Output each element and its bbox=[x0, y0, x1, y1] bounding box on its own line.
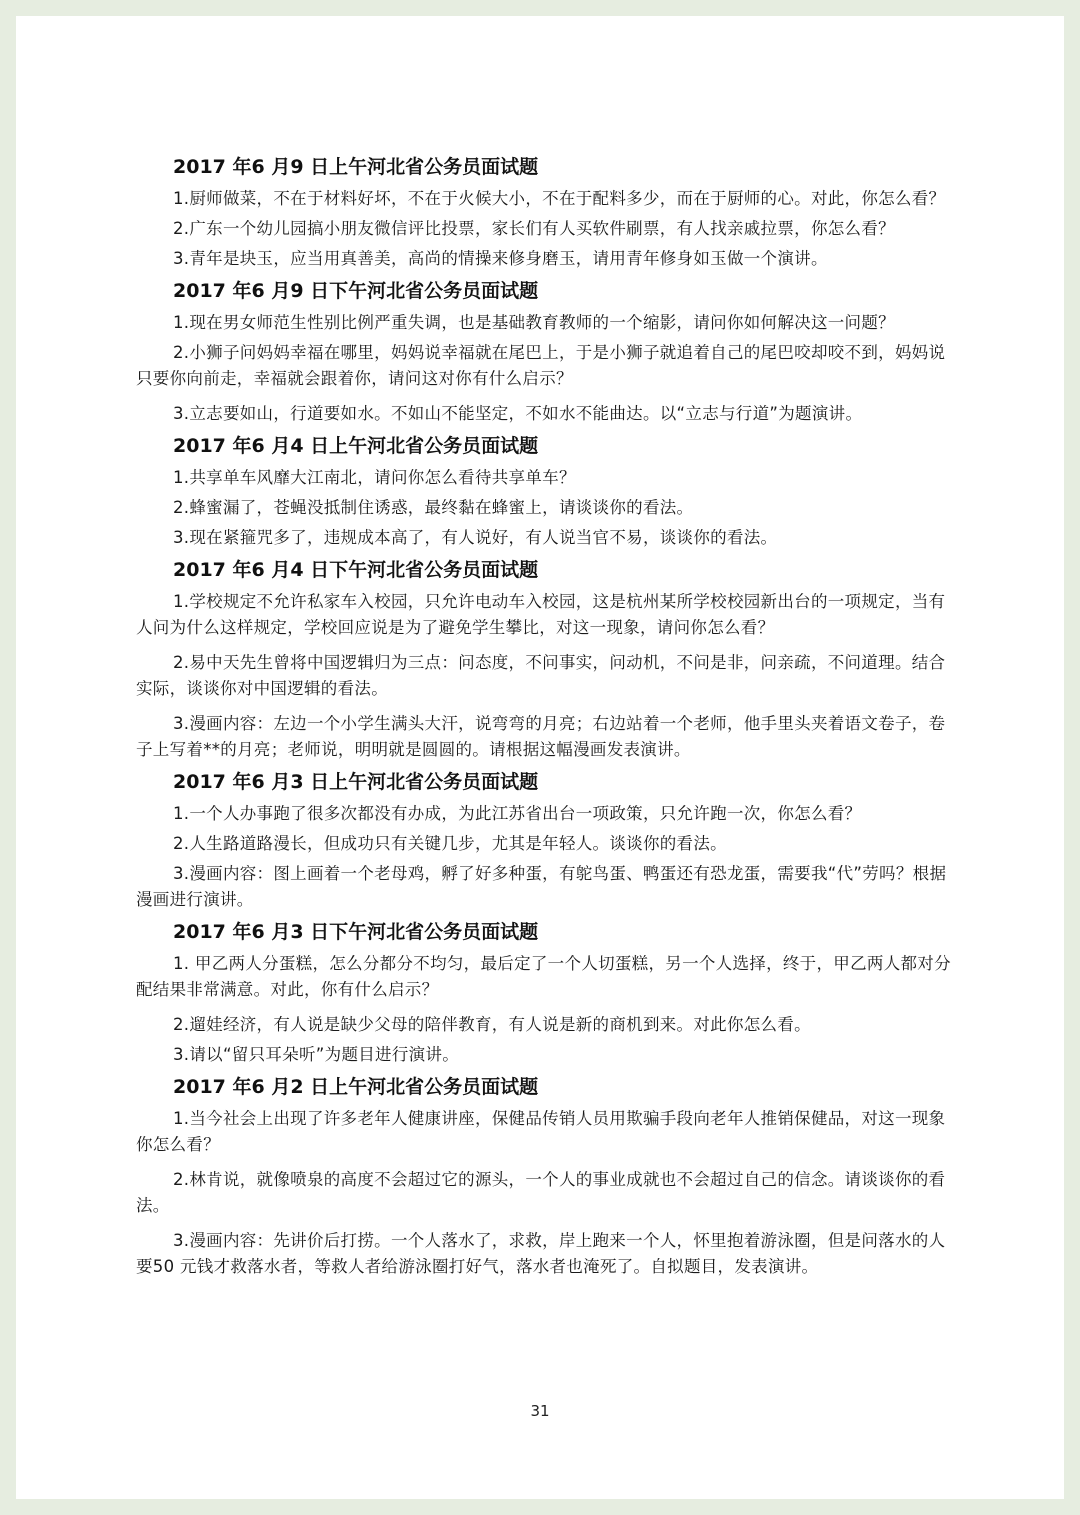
section-heading: 2017 年6 月2 日上午河北省公务员面试题 bbox=[173, 1076, 539, 1098]
question: 1.当今社会上出现了许多老年人健康讲座，保健品传销人员用欺骗手段向老年人推销保健品，对这一现象你怎么看？ bbox=[136, 1109, 946, 1154]
section-heading: 2017 年6 月4 日上午河北省公务员面试题 bbox=[173, 435, 539, 457]
question: 1.一个人办事跑了很多次都没有办成，为此江苏省出台一项政策，只允许跑一次，你怎么看？ bbox=[173, 804, 862, 823]
question: 1.现在男女师范生性别比例严重失调，也是基础教育教师的一个缩影，请问你如何解决这一问题？ bbox=[173, 313, 895, 332]
exam-section-5 bbox=[136, 769, 956, 913]
question: 3.立志要如山，行道要如水。不如山不能坚定，不如水不能曲达。以“立志与行道”为题演讲。 bbox=[173, 404, 863, 423]
question: 2.林肯说，就像喷泉的高度不会超过它的源头，一个人的事业成就也不会超过自己的信念。请谈谈你的看法。 bbox=[136, 1170, 946, 1215]
question: 2.人生路道路漫长，但成功只有关键几步，尤其是年轻人。谈谈你的看法。 bbox=[173, 834, 727, 853]
page-number: 31 bbox=[530, 1402, 550, 1420]
document-page bbox=[16, 16, 1064, 1499]
exam-section-3 bbox=[136, 433, 956, 551]
section-heading: 2017 年6 月3 日下午河北省公务员面试题 bbox=[173, 921, 539, 943]
exam-section-7 bbox=[136, 1074, 956, 1280]
question: 3.漫画内容：左边一个小学生满头大汗，说弯弯的月亮；右边站着一个老师，他手里头夹着语文卷子，卷子上写着**的月亮；老师说，明明就是圆圆的。请根据这幅漫画发表演讲。 bbox=[136, 714, 946, 759]
question: 3.请以“留只耳朵听”为题目进行演讲。 bbox=[173, 1045, 460, 1064]
question: 3.现在紧箍咒多了，违规成本高了，有人说好，有人说当官不易，谈谈你的看法。 bbox=[173, 528, 778, 547]
exam-section-4 bbox=[136, 557, 956, 763]
question: 3.漫画内容：图上画着一个老母鸡，孵了好多种蛋，有鸵鸟蛋、鸭蛋还有恐龙蛋，需要我“代”劳吗？根据漫画进行演讲。 bbox=[136, 864, 947, 909]
section-heading: 2017 年6 月9 日下午河北省公务员面试题 bbox=[173, 280, 539, 302]
page-content bbox=[136, 154, 956, 1284]
question: 2.遛娃经济，有人说是缺少父母的陪伴教育，有人说是新的商机到来。对此你怎么看。 bbox=[173, 1015, 811, 1034]
question: 1. 甲乙两人分蛋糕，怎么分都分不均匀，最后定了一个人切蛋糕，另一个人选择，终于，甲乙两人都对分配结果非常满意。对此，你有什么启示？ bbox=[136, 954, 951, 999]
question: 2.广东一个幼儿园搞小朋友微信评比投票，家长们有人买软件刷票，有人找亲戚拉票，你怎么看？ bbox=[173, 219, 895, 238]
question: 1.共享单车风靡大江南北，请问你怎么看待共享单车？ bbox=[173, 468, 576, 487]
exam-section-1 bbox=[136, 154, 956, 272]
question: 1.厨师做菜，不在于材料好坏，不在于火候大小，不在于配料多少，而在于厨师的心。对此，你怎么看？ bbox=[173, 189, 946, 208]
exam-section-6 bbox=[136, 919, 956, 1068]
question: 2.蜂蜜漏了，苍蝇没抵制住诱惑，最终黏在蜂蜜上，请谈谈你的看法。 bbox=[173, 498, 694, 517]
question: 3.漫画内容：先讲价后打捞。一个人落水了，求救，岸上跑来一个人，怀里抱着游泳圈，但是问落水的人要50 元钱才救落水者，等救人者给游泳圈打好气，落水者也淹死了。自拟题目，发表演讲。 bbox=[136, 1231, 946, 1276]
section-heading: 2017 年6 月9 日上午河北省公务员面试题 bbox=[173, 156, 539, 178]
question: 2.小狮子问妈妈幸福在哪里，妈妈说幸福就在尾巴上，于是小狮子就追着自己的尾巴咬却咬不到，妈妈说只要你向前走，幸福就会跟着你，请问这对你有什么启示？ bbox=[136, 343, 946, 388]
section-heading: 2017 年6 月4 日下午河北省公务员面试题 bbox=[173, 559, 539, 581]
exam-section-2 bbox=[136, 278, 956, 427]
section-heading: 2017 年6 月3 日上午河北省公务员面试题 bbox=[173, 771, 539, 793]
question: 2.易中天先生曾将中国逻辑归为三点：问态度，不问事实，问动机，不问是非，问亲疏，不问道理。结合实际，谈谈你对中国逻辑的看法。 bbox=[136, 653, 946, 698]
question: 3.青年是块玉，应当用真善美，高尚的情操来修身磨玉，请用青年修身如玉做一个演讲。 bbox=[173, 249, 828, 268]
question: 1.学校规定不允许私家车入校园，只允许电动车入校园，这是杭州某所学校校园新出台的一项规定，当有人问为什么这样规定，学校回应说是为了避免学生攀比，对这一现象，请问你怎么看？ bbox=[136, 592, 946, 637]
